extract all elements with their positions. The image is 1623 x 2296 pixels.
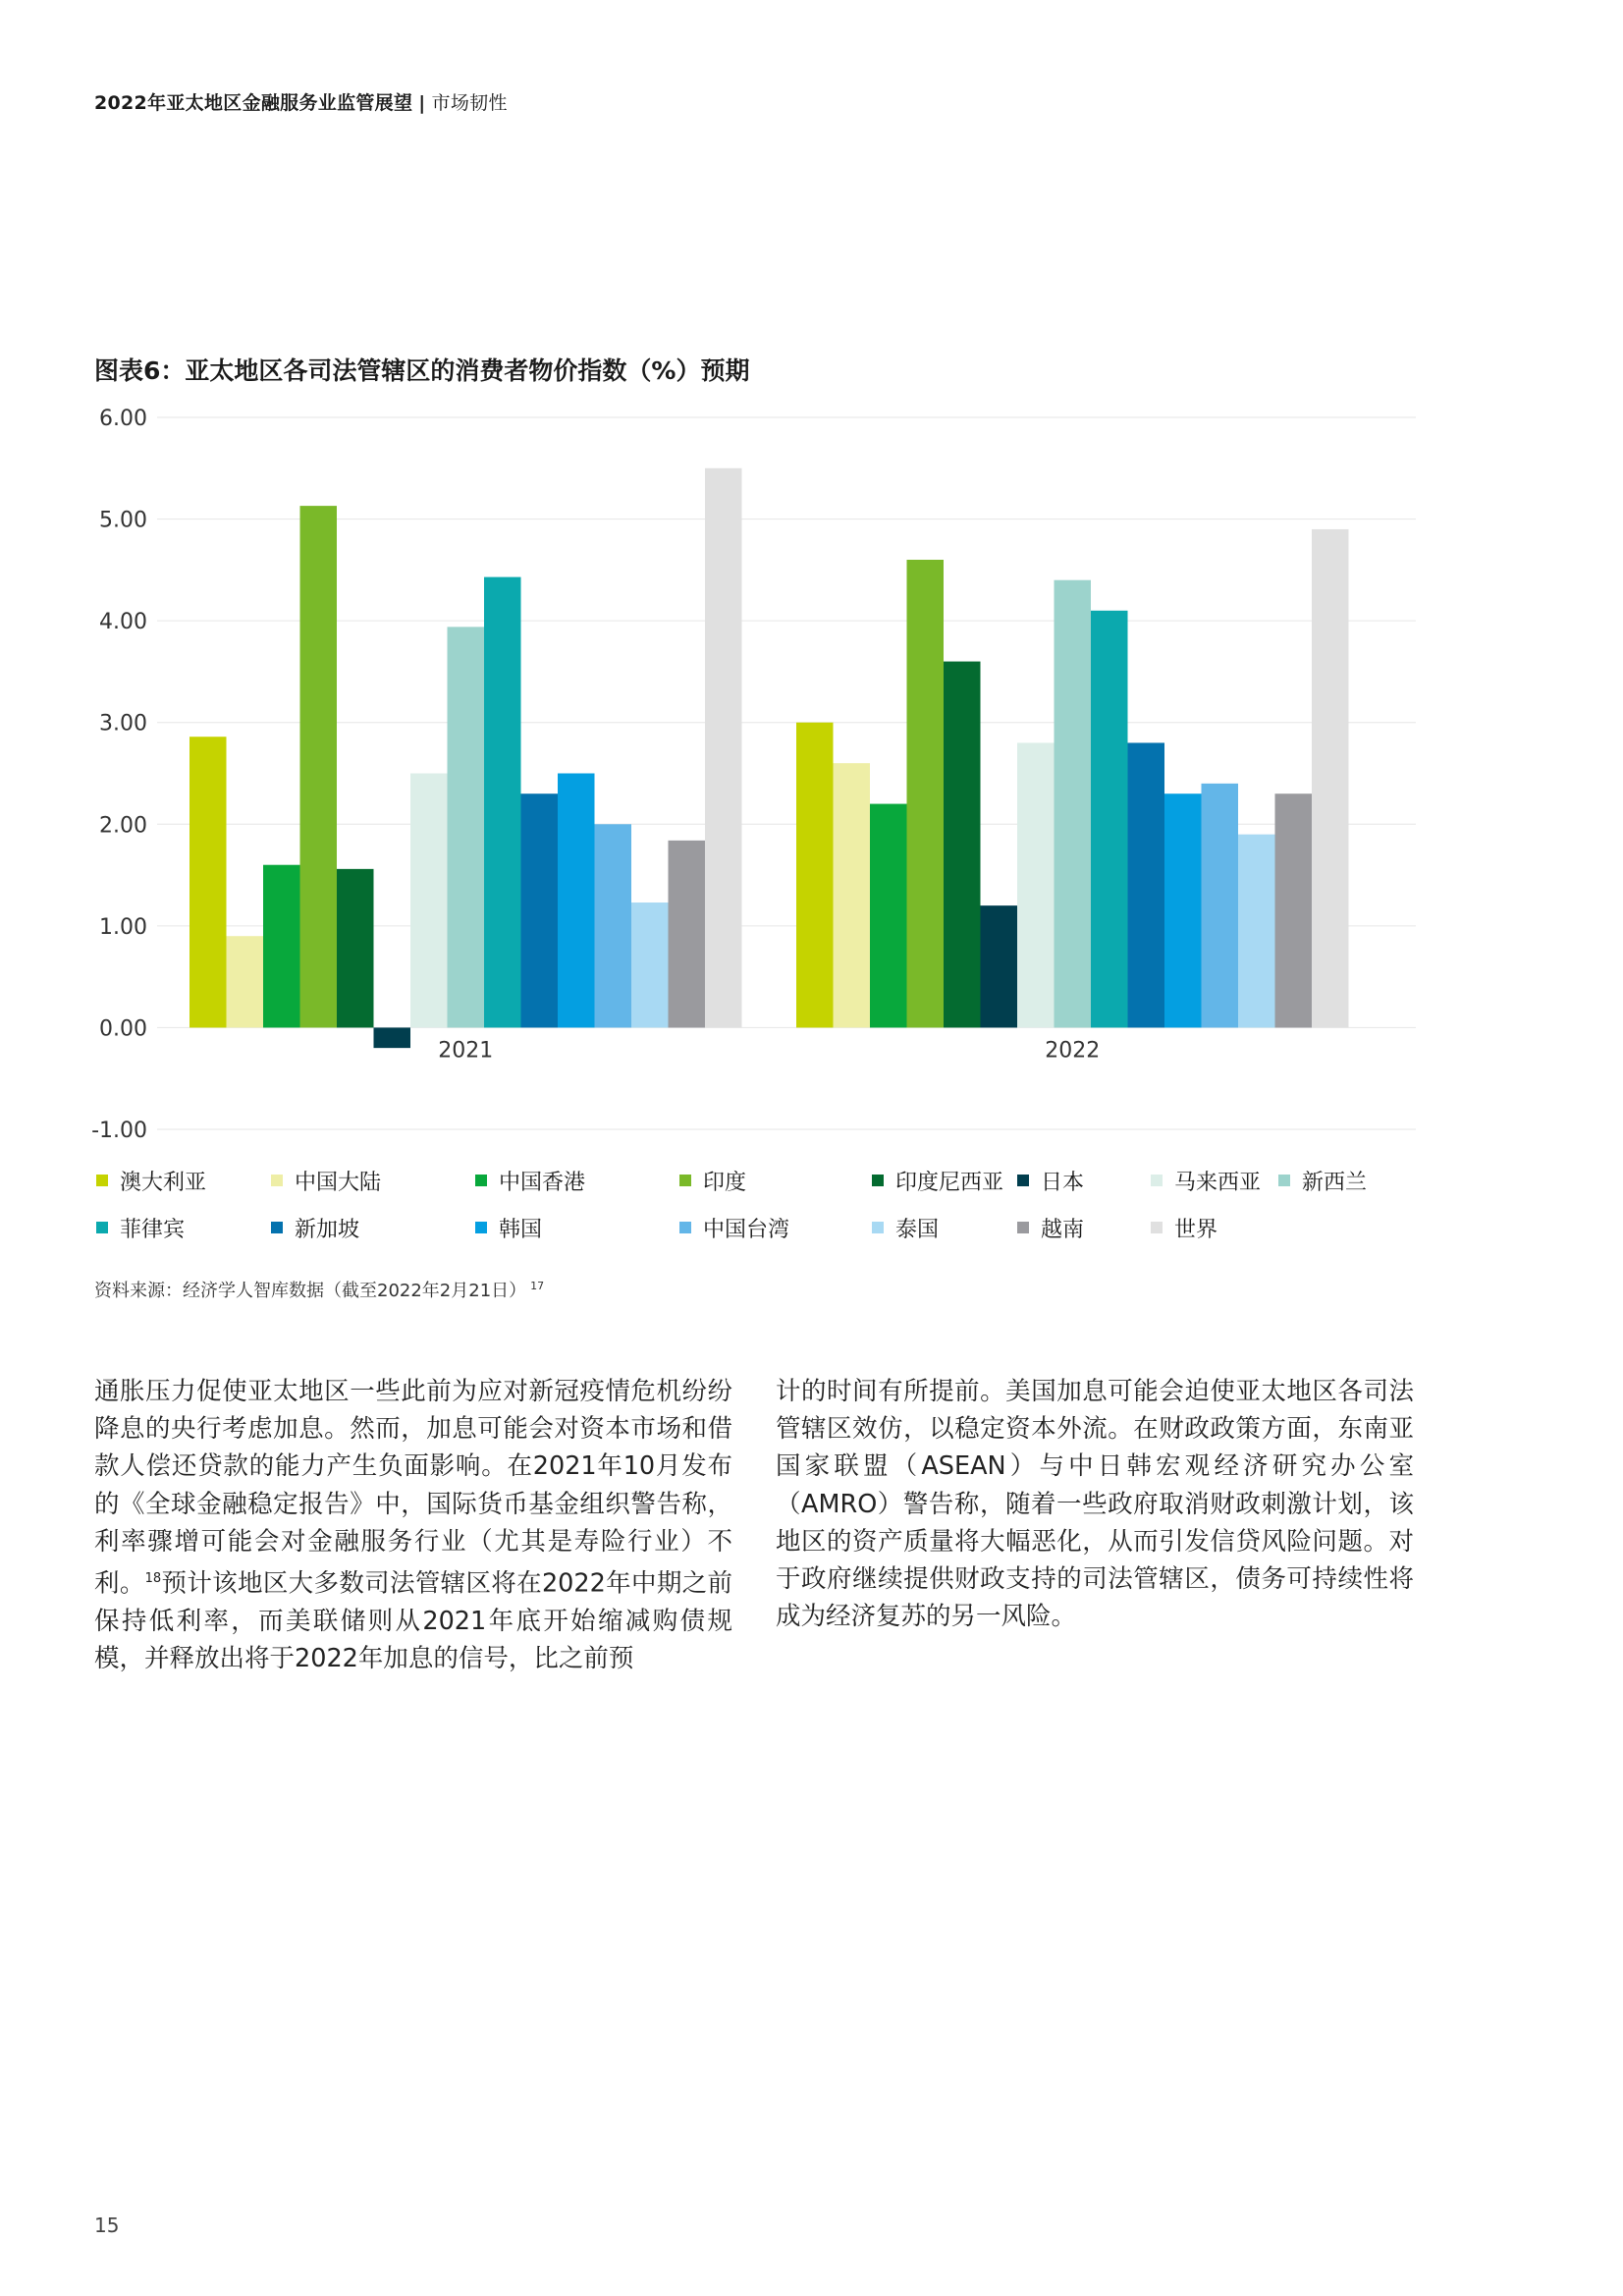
bar [448, 627, 485, 1027]
legend-item [1278, 1166, 1432, 1195]
legend-swatch [679, 1222, 691, 1233]
y-tick-label: 6.00 [99, 407, 147, 431]
legend-swatch [1151, 1222, 1163, 1233]
bar [337, 869, 374, 1028]
chart-legend [96, 1166, 1432, 1242]
y-tick-label: 2.00 [99, 813, 147, 839]
legend-label: 印度尼西亚 [895, 1170, 1004, 1195]
bar [263, 865, 300, 1028]
bar [227, 936, 264, 1027]
source-text: 资料来源：经济学人智库数据（截至2022年2月21日） [94, 1281, 527, 1301]
bar [834, 763, 871, 1027]
legend-swatch [872, 1222, 884, 1233]
legend-item [1017, 1166, 1151, 1195]
section-name: 市场韧性 [431, 92, 508, 114]
y-tick-label: 1.00 [99, 914, 147, 940]
bar [669, 841, 706, 1028]
legend-swatch [1017, 1175, 1029, 1186]
source-footnote: 17 [530, 1280, 545, 1292]
bar [1275, 793, 1313, 1027]
source-note [94, 1277, 544, 1302]
legend-item [872, 1213, 1017, 1242]
body-column-right: 计的时间有所提前。美国加息可能会迫使亚太地区各司法管辖区效仿，以稳定资本外流。在财政政策方面，东南亚国家联盟（ASEAN）与中日韩宏观经济研究办公室（AMRO）警告称，随着一些政府取消财政刺激计划，该地区的资产质量将大幅恶化，从而引发信贷风险问题。对于政府继续提供财政支持的司法管辖区，债务可持续性将成为经济复苏的另一风险。 [776, 1377, 1414, 1632]
legend-label: 新加坡 [295, 1217, 360, 1242]
bar [907, 560, 945, 1027]
bar [1017, 742, 1055, 1027]
legend-item [1151, 1166, 1278, 1195]
legend-item [1151, 1213, 1278, 1242]
legend-label: 菲律宾 [120, 1217, 186, 1242]
bar [1164, 793, 1202, 1027]
bar [631, 902, 669, 1027]
legend-item [475, 1213, 679, 1242]
legend-label: 马来西亚 [1174, 1170, 1262, 1195]
legend-swatch [96, 1175, 108, 1186]
bar [189, 737, 227, 1027]
legend-swatch [1151, 1175, 1163, 1186]
bar [558, 774, 595, 1028]
legend-item [271, 1166, 475, 1195]
header-separator: | [418, 92, 426, 114]
bar [374, 1027, 411, 1048]
legend-label: 中国台湾 [703, 1217, 790, 1242]
legend-item [475, 1166, 679, 1195]
x-category-label: 2021 [438, 1038, 494, 1064]
report-title: 2022年亚太地区金融服务业监管展望 [94, 92, 413, 114]
bar [1312, 529, 1349, 1028]
body-left-paragraph-2: 预计该地区大多数司法管辖区将在2022年中期之前保持低利率，而美联储则从2021年底开始缩减购债规模，并释放出将于2022年加息的信号，比之前预 [94, 1568, 732, 1673]
legend-label: 中国香港 [499, 1170, 586, 1195]
legend-swatch [679, 1175, 691, 1186]
legend-item [96, 1166, 271, 1195]
legend-item [679, 1213, 872, 1242]
legend-label: 印度 [703, 1170, 747, 1195]
legend-swatch [271, 1175, 283, 1186]
legend-swatch [271, 1222, 283, 1233]
bar [1202, 784, 1239, 1028]
bar [1128, 742, 1165, 1027]
legend-label: 日本 [1041, 1170, 1085, 1195]
legend-swatch [475, 1222, 487, 1233]
page-number: 15 [94, 2214, 120, 2237]
legend-swatch [1278, 1175, 1290, 1186]
legend-label: 越南 [1041, 1217, 1085, 1242]
legend-swatch [1017, 1222, 1029, 1233]
bar [1091, 611, 1128, 1028]
y-tick-label: -1.00 [91, 1119, 147, 1143]
legend-label: 中国大陆 [295, 1170, 382, 1195]
cpi-bar-chart [0, 393, 1623, 1159]
page-header [94, 88, 508, 115]
legend-swatch [475, 1175, 487, 1186]
y-tick-label: 3.00 [99, 711, 147, 737]
body-left-paragraph-1: 通胀压力促使亚太地区一些此前为应对新冠疫情危机纷纷降息的央行考虑加息。然而，加息可能会对资本市场和借款人偿还贷款的能力产生负面影响。在2021年10月发布的《全球金融稳定报告》中，国际货币基金组织警告称，利率骤增可能会对金融服务行业（尤其是寿险行业）不利。 [94, 1377, 732, 1599]
figure-title: 图表6：亚太地区各司法管辖区的消费者物价指数（%）预期 [94, 356, 750, 385]
legend-item [271, 1213, 475, 1242]
bar [410, 774, 448, 1028]
x-category-label: 2022 [1045, 1038, 1101, 1064]
bar [944, 662, 981, 1028]
legend-label: 澳大利亚 [120, 1170, 207, 1195]
legend-label: 世界 [1174, 1217, 1218, 1242]
bar [595, 824, 632, 1027]
legend-swatch [96, 1222, 108, 1233]
bar [300, 506, 338, 1027]
legend-item [96, 1213, 271, 1242]
y-tick-label: 5.00 [99, 508, 147, 533]
bar [1238, 835, 1275, 1028]
bar [796, 723, 834, 1028]
bar [870, 804, 907, 1028]
legend-label: 新西兰 [1302, 1170, 1368, 1195]
bar [521, 793, 559, 1027]
legend-item [1017, 1213, 1151, 1242]
y-tick-label: 0.00 [99, 1016, 147, 1042]
legend-item [679, 1166, 872, 1195]
bar [484, 577, 521, 1028]
body-column-left [94, 1373, 732, 1677]
footnote-ref-18: 18 [144, 1571, 162, 1587]
bar [705, 468, 742, 1028]
legend-label: 韩国 [499, 1217, 543, 1242]
y-tick-label: 4.00 [99, 610, 147, 635]
legend-item [872, 1166, 1017, 1195]
legend-label: 泰国 [895, 1217, 940, 1242]
bar [1055, 580, 1092, 1028]
bar [981, 905, 1018, 1027]
legend-swatch [872, 1175, 884, 1186]
